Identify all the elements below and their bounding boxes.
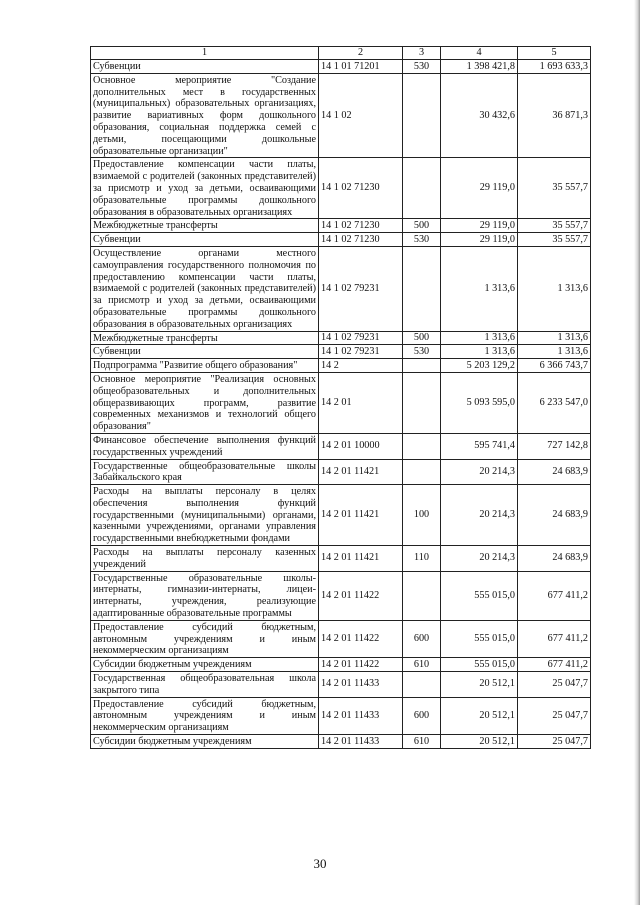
row-expense-type-cell: 500 bbox=[403, 219, 441, 233]
table-row bbox=[91, 546, 591, 572]
header-cell-2: 2 bbox=[319, 47, 403, 60]
row-amount-year1-cell: 29 119,0 bbox=[441, 233, 518, 247]
table-row bbox=[91, 620, 591, 657]
row-code-cell: 14 2 01 bbox=[319, 372, 403, 433]
row-expense-type-cell bbox=[403, 73, 441, 158]
row-name-cell: Государственная общеобразовательная школа закрытого типа bbox=[91, 672, 319, 698]
row-code-cell: 14 1 02 bbox=[319, 73, 403, 158]
row-code-cell: 14 1 02 71230 bbox=[319, 233, 403, 247]
row-amount-year1-cell: 20 214,3 bbox=[441, 546, 518, 572]
row-expense-type-cell bbox=[403, 459, 441, 485]
row-name-cell: Финансовое обеспечение выполнения функций государственных учреждений bbox=[91, 433, 319, 459]
row-amount-year1-cell: 1 313,6 bbox=[441, 331, 518, 345]
table-row bbox=[91, 372, 591, 433]
row-amount-year1-cell: 555 015,0 bbox=[441, 620, 518, 657]
row-amount-year2-cell: 677 411,2 bbox=[518, 571, 591, 620]
row-expense-type-cell: 530 bbox=[403, 345, 441, 359]
row-expense-type-cell: 530 bbox=[403, 233, 441, 247]
row-expense-type-cell: 600 bbox=[403, 620, 441, 657]
row-code-cell: 14 2 01 11422 bbox=[319, 571, 403, 620]
row-code-cell: 14 1 02 71230 bbox=[319, 219, 403, 233]
table-row bbox=[91, 158, 591, 219]
row-amount-year2-cell: 24 683,9 bbox=[518, 546, 591, 572]
row-name-cell: Субсидии бюджетным учреждениям bbox=[91, 658, 319, 672]
row-expense-type-cell: 500 bbox=[403, 331, 441, 345]
row-amount-year2-cell: 35 557,7 bbox=[518, 233, 591, 247]
row-amount-year2-cell: 24 683,9 bbox=[518, 485, 591, 546]
table-row bbox=[91, 433, 591, 459]
row-amount-year2-cell: 25 047,7 bbox=[518, 672, 591, 698]
table-row bbox=[91, 485, 591, 546]
row-code-cell: 14 2 01 11421 bbox=[319, 485, 403, 546]
row-code-cell: 14 2 01 11421 bbox=[319, 459, 403, 485]
row-expense-type-cell: 110 bbox=[403, 546, 441, 572]
row-name-cell: Межбюджетные трансферты bbox=[91, 331, 319, 345]
row-amount-year2-cell: 677 411,2 bbox=[518, 620, 591, 657]
row-expense-type-cell bbox=[403, 246, 441, 331]
header-cell-4: 4 bbox=[441, 47, 518, 60]
row-amount-year2-cell: 1 693 633,3 bbox=[518, 60, 591, 74]
row-amount-year2-cell: 1 313,6 bbox=[518, 246, 591, 331]
table-row bbox=[91, 246, 591, 331]
row-expense-type-cell: 100 bbox=[403, 485, 441, 546]
page-number: 30 bbox=[313, 856, 327, 871]
table-row bbox=[91, 359, 591, 373]
document-page bbox=[90, 46, 590, 749]
row-expense-type-cell: 530 bbox=[403, 60, 441, 74]
row-amount-year2-cell: 6 233 547,0 bbox=[518, 372, 591, 433]
row-name-cell: Субвенции bbox=[91, 345, 319, 359]
row-expense-type-cell: 610 bbox=[403, 658, 441, 672]
row-amount-year1-cell: 20 512,1 bbox=[441, 697, 518, 734]
row-name-cell: Расходы на выплаты персоналу в целях обеспечения выполнения функций государственными (муниципальными) органами, казенными учреждениями, органами управления государственными внебюджетными фондами bbox=[91, 485, 319, 546]
row-code-cell: 14 2 01 11421 bbox=[319, 546, 403, 572]
row-amount-year1-cell: 20 512,1 bbox=[441, 672, 518, 698]
row-expense-type-cell bbox=[403, 372, 441, 433]
row-code-cell: 14 1 01 71201 bbox=[319, 60, 403, 74]
table-row bbox=[91, 735, 591, 749]
row-expense-type-cell: 600 bbox=[403, 697, 441, 734]
row-amount-year2-cell: 35 557,7 bbox=[518, 219, 591, 233]
row-code-cell: 14 1 02 79231 bbox=[319, 246, 403, 331]
row-code-cell: 14 2 01 11422 bbox=[319, 658, 403, 672]
row-expense-type-cell bbox=[403, 433, 441, 459]
row-code-cell: 14 1 02 79231 bbox=[319, 345, 403, 359]
row-amount-year1-cell: 20 214,3 bbox=[441, 459, 518, 485]
row-name-cell: Подпрограмма "Развитие общего образования" bbox=[91, 359, 319, 373]
row-name-cell: Государственные общеобразовательные школы Забайкальского края bbox=[91, 459, 319, 485]
row-amount-year2-cell: 35 557,7 bbox=[518, 158, 591, 219]
row-expense-type-cell bbox=[403, 672, 441, 698]
table-row bbox=[91, 233, 591, 247]
row-code-cell: 14 2 bbox=[319, 359, 403, 373]
row-name-cell: Предоставление субсидий бюджетным, автономным учреждениям и иным некоммерческим организациям bbox=[91, 697, 319, 734]
table-row bbox=[91, 459, 591, 485]
row-name-cell: Расходы на выплаты персоналу казенных учреждений bbox=[91, 546, 319, 572]
row-name-cell: Субвенции bbox=[91, 60, 319, 74]
row-name-cell: Предоставление компенсации части платы, взимаемой с родителей (законных представителей) за присмотр и уход за детьми, осваивающими образовательные программы дошкольного образования в образовательных организациях bbox=[91, 158, 319, 219]
table-row bbox=[91, 571, 591, 620]
row-amount-year1-cell: 1 313,6 bbox=[441, 246, 518, 331]
row-code-cell: 14 1 02 79231 bbox=[319, 331, 403, 345]
row-expense-type-cell bbox=[403, 359, 441, 373]
row-amount-year1-cell: 20 214,3 bbox=[441, 485, 518, 546]
row-code-cell: 14 2 01 11433 bbox=[319, 697, 403, 734]
table-row bbox=[91, 672, 591, 698]
row-amount-year2-cell: 1 313,6 bbox=[518, 345, 591, 359]
row-name-cell: Предоставление субсидий бюджетным, автономным учреждениям и иным некоммерческим организациям bbox=[91, 620, 319, 657]
row-amount-year1-cell: 555 015,0 bbox=[441, 571, 518, 620]
row-name-cell: Государственные образовательные школы-интернаты, гимназии-интернаты, лицеи-интернаты, учреждения, реализующие адаптированные образовательные программы bbox=[91, 571, 319, 620]
row-code-cell: 14 2 01 11433 bbox=[319, 735, 403, 749]
table-row bbox=[91, 697, 591, 734]
row-amount-year2-cell: 25 047,7 bbox=[518, 697, 591, 734]
header-cell-3: 3 bbox=[403, 47, 441, 60]
row-amount-year1-cell: 595 741,4 bbox=[441, 433, 518, 459]
row-code-cell: 14 2 01 11433 bbox=[319, 672, 403, 698]
row-expense-type-cell: 610 bbox=[403, 735, 441, 749]
row-name-cell: Субвенции bbox=[91, 233, 319, 247]
row-code-cell: 14 2 01 11422 bbox=[319, 620, 403, 657]
row-code-cell: 14 2 01 10000 bbox=[319, 433, 403, 459]
header-cell-1: 1 bbox=[91, 47, 319, 60]
row-name-cell: Межбюджетные трансферты bbox=[91, 219, 319, 233]
row-name-cell: Основное мероприятие "Реализация основных общеобразовательных и дополнительных общеразвивающих программ, развитие современных механизмов и технологий общего образования" bbox=[91, 372, 319, 433]
row-name-cell: Основное мероприятие "Создание дополнительных мест в государственных (муниципальных) образовательных организациях, развитие вариативных форм дошкольного образования, социальная поддержка семей с детьми, посещающими дошкольные образовательные организации" bbox=[91, 73, 319, 158]
row-code-cell: 14 1 02 71230 bbox=[319, 158, 403, 219]
row-amount-year2-cell: 24 683,9 bbox=[518, 459, 591, 485]
row-amount-year1-cell: 5 203 129,2 bbox=[441, 359, 518, 373]
scan-edge bbox=[634, 0, 640, 905]
table-row bbox=[91, 345, 591, 359]
table-row bbox=[91, 658, 591, 672]
row-amount-year1-cell: 20 512,1 bbox=[441, 735, 518, 749]
row-expense-type-cell bbox=[403, 158, 441, 219]
row-amount-year2-cell: 727 142,8 bbox=[518, 433, 591, 459]
row-name-cell: Субсидии бюджетным учреждениям bbox=[91, 735, 319, 749]
budget-table bbox=[90, 46, 591, 749]
row-expense-type-cell bbox=[403, 571, 441, 620]
table-row bbox=[91, 219, 591, 233]
row-amount-year2-cell: 6 366 743,7 bbox=[518, 359, 591, 373]
row-amount-year1-cell: 1 398 421,8 bbox=[441, 60, 518, 74]
row-amount-year1-cell: 30 432,6 bbox=[441, 73, 518, 158]
table-row bbox=[91, 73, 591, 158]
row-amount-year1-cell: 29 119,0 bbox=[441, 219, 518, 233]
row-amount-year2-cell: 1 313,6 bbox=[518, 331, 591, 345]
table-header-row bbox=[91, 47, 591, 60]
header-cell-5: 5 bbox=[518, 47, 591, 60]
row-amount-year2-cell: 677 411,2 bbox=[518, 658, 591, 672]
row-amount-year2-cell: 36 871,3 bbox=[518, 73, 591, 158]
row-amount-year1-cell: 29 119,0 bbox=[441, 158, 518, 219]
row-amount-year2-cell: 25 047,7 bbox=[518, 735, 591, 749]
table-row bbox=[91, 60, 591, 74]
row-amount-year1-cell: 1 313,6 bbox=[441, 345, 518, 359]
row-name-cell: Осуществление органами местного самоуправления государственного полномочия по предоставлению компенсации части платы, взимаемой с родителей (законных представителей) за присмотр и уход за детьми, осваивающими образовательные программы дошкольного образования в образовательных организациях bbox=[91, 246, 319, 331]
row-amount-year1-cell: 5 093 595,0 bbox=[441, 372, 518, 433]
row-amount-year1-cell: 555 015,0 bbox=[441, 658, 518, 672]
table-row bbox=[91, 331, 591, 345]
